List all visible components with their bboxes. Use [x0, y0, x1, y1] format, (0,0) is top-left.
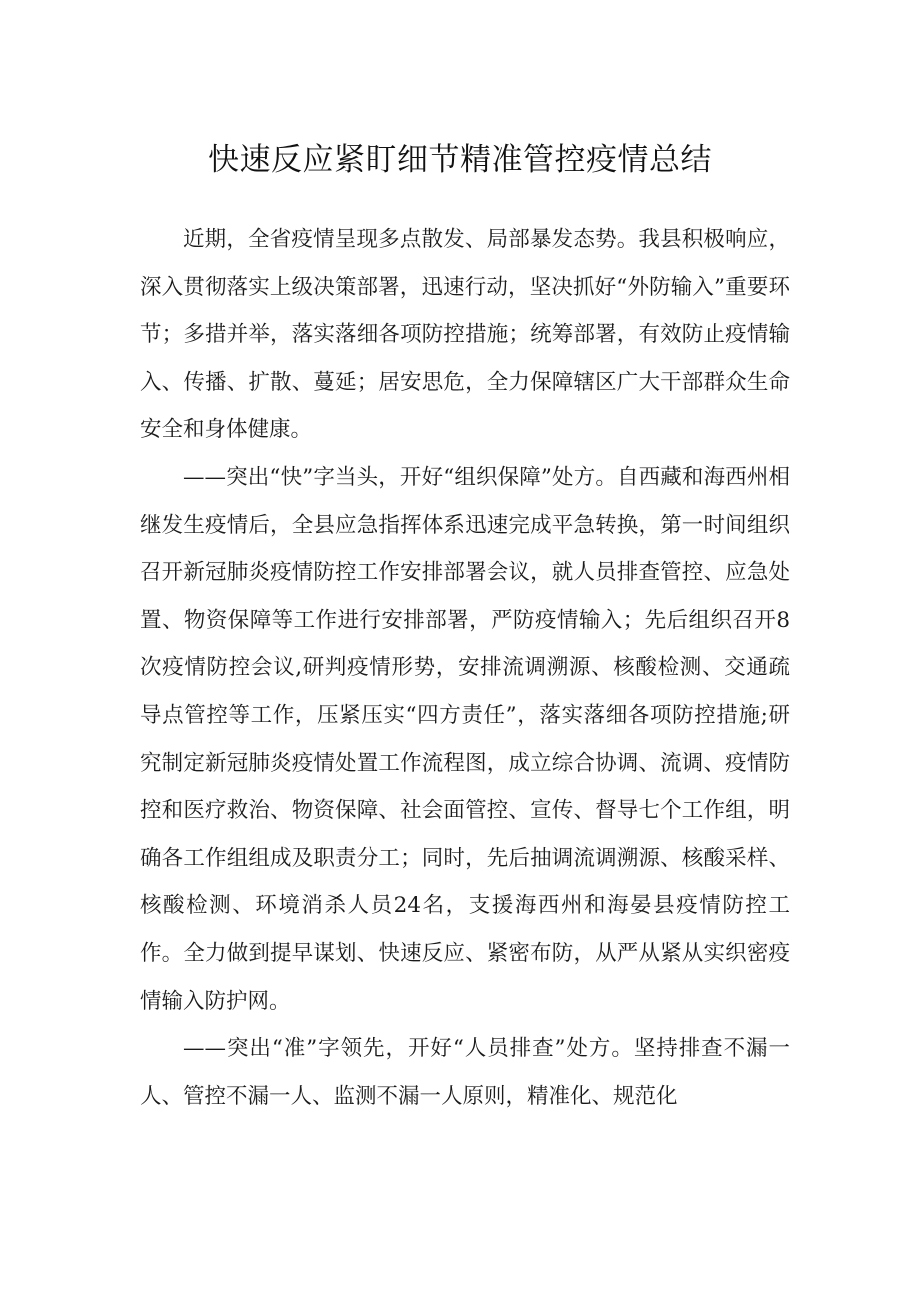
paragraph-precision: ——突出“准”字领先，开好“人员排查”处方。坚持排查不漏一人、管控不漏一人、监测不漏一人原则，精准化、规范化: [140, 1036, 790, 1109]
paragraph-speed: ——突出“快”字当头，开好“组织保障”处方。自西藏和海西州相继发生疫情后，全县应急指挥体系迅速完成平急转换，第一时间组织召开新冠肺炎疫情防控工作安排部署会议，就人员排查管控、应急处置、物资保障等工作进行安排部署，严防疫情输入；先后组织召开8次疫情防控会议,研判疫情形势，安排流调溯源、核酸检测、交通疏导点管控等工作，压紧压实“四方责任”，落实落细各项防控措施;研究制定新冠肺炎疫情处置工作流程图，成立综合协调、流调、疫情防控和医疗救治、物资保障、社会面管控、宣传、督导七个工作组，明确各工作组组成及职责分工；同时，先后抽调流调溯源、核酸采样、核酸检测、环境消杀人员24名，支援海西州和海晏县疫情防控工作。全力做到提早谋划、快速反应、紧密布防，从严从紧从实织密疫情输入防护网。: [140, 464, 790, 1014]
document-body: [140, 216, 790, 1120]
paragraph-intro: 近期，全省疫情呈现多点散发、局部暴发态势。我县积极响应，深入贯彻落实上级决策部署，迅速行动，坚决抓好“外防输入”重要环节；多措并举，落实落细各项防控措施；统筹部署，有效防止疫情输入、传播、扩散、蔓延；居安思危，全力保障辖区广大干部群众生命安全和身体健康。: [140, 227, 790, 443]
document-title: 快速反应紧盯细节精准管控疫情总结: [208, 142, 712, 178]
